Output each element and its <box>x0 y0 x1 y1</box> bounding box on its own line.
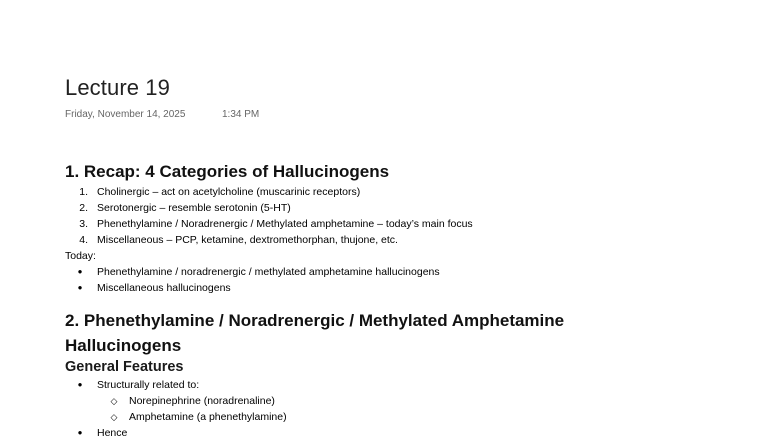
bullet-icon: ● <box>77 380 83 389</box>
categories-list <box>65 184 755 248</box>
list-item-text: Serotonergic – resemble serotonin (5-HT) <box>97 202 291 214</box>
page-title: Lecture 19 <box>65 75 170 100</box>
list-item-text: Norepinephrine (noradrenaline) <box>129 395 275 407</box>
list-item <box>65 264 755 280</box>
list-number: 3. <box>79 218 88 230</box>
hollow-diamond-icon: ◇ <box>110 396 118 406</box>
bullet-icon: ● <box>77 283 83 292</box>
bullet-icon: ● <box>77 428 83 437</box>
list-number: 2. <box>79 202 88 214</box>
list-item <box>65 425 755 441</box>
list-item-text: Amphetamine (a phenethylamine) <box>129 411 287 423</box>
list-item <box>65 216 755 232</box>
list-item-text: Miscellaneous hallucinogens <box>97 282 231 294</box>
hollow-diamond-icon: ◇ <box>110 412 118 422</box>
page-time: 1:34 PM <box>222 109 260 120</box>
note-content <box>65 160 755 441</box>
list-item-text: Cholinergic – act on acetylcholine (muscarinic receptors) <box>97 186 361 198</box>
list-item-text: Miscellaneous – PCP, ketamine, dextromethorphan, thujone, etc. <box>97 234 398 246</box>
today-label: Today: <box>65 250 96 262</box>
list-number: 1. <box>79 186 88 198</box>
general-features-heading: General Features <box>65 359 184 375</box>
features-list <box>65 377 755 393</box>
sub-list-item <box>65 409 755 425</box>
list-item-text: Phenethylamine / noradrenergic / methylated amphetamine hallucinogens <box>97 266 440 278</box>
section1-heading: 1. Recap: 4 Categories of Hallucinogens <box>65 162 390 181</box>
list-item-text: Phenethylamine / Noradrenergic / Methylated amphetamine – today’s main focus <box>97 218 473 230</box>
list-item <box>65 280 755 296</box>
list-number: 4. <box>79 234 88 246</box>
today-list <box>65 264 755 296</box>
section2-heading-line1: 2. Phenethylamine / Noradrenergic / Methylated Amphetamine <box>65 311 565 330</box>
list-item <box>65 200 755 216</box>
features-list-continued <box>65 425 755 441</box>
list-item <box>65 232 755 248</box>
bullet-icon: ● <box>77 267 83 276</box>
list-item-text: Hence <box>97 427 128 439</box>
section2-heading-line2: Hallucinogens <box>65 336 182 355</box>
features-sublist <box>65 393 755 425</box>
section2-heading <box>65 308 755 358</box>
page-date: Friday, November 14, 2025 <box>65 109 186 120</box>
sub-list-item <box>65 393 755 409</box>
list-item <box>65 184 755 200</box>
list-item <box>65 377 755 393</box>
list-item-text: Structurally related to: <box>97 379 200 391</box>
